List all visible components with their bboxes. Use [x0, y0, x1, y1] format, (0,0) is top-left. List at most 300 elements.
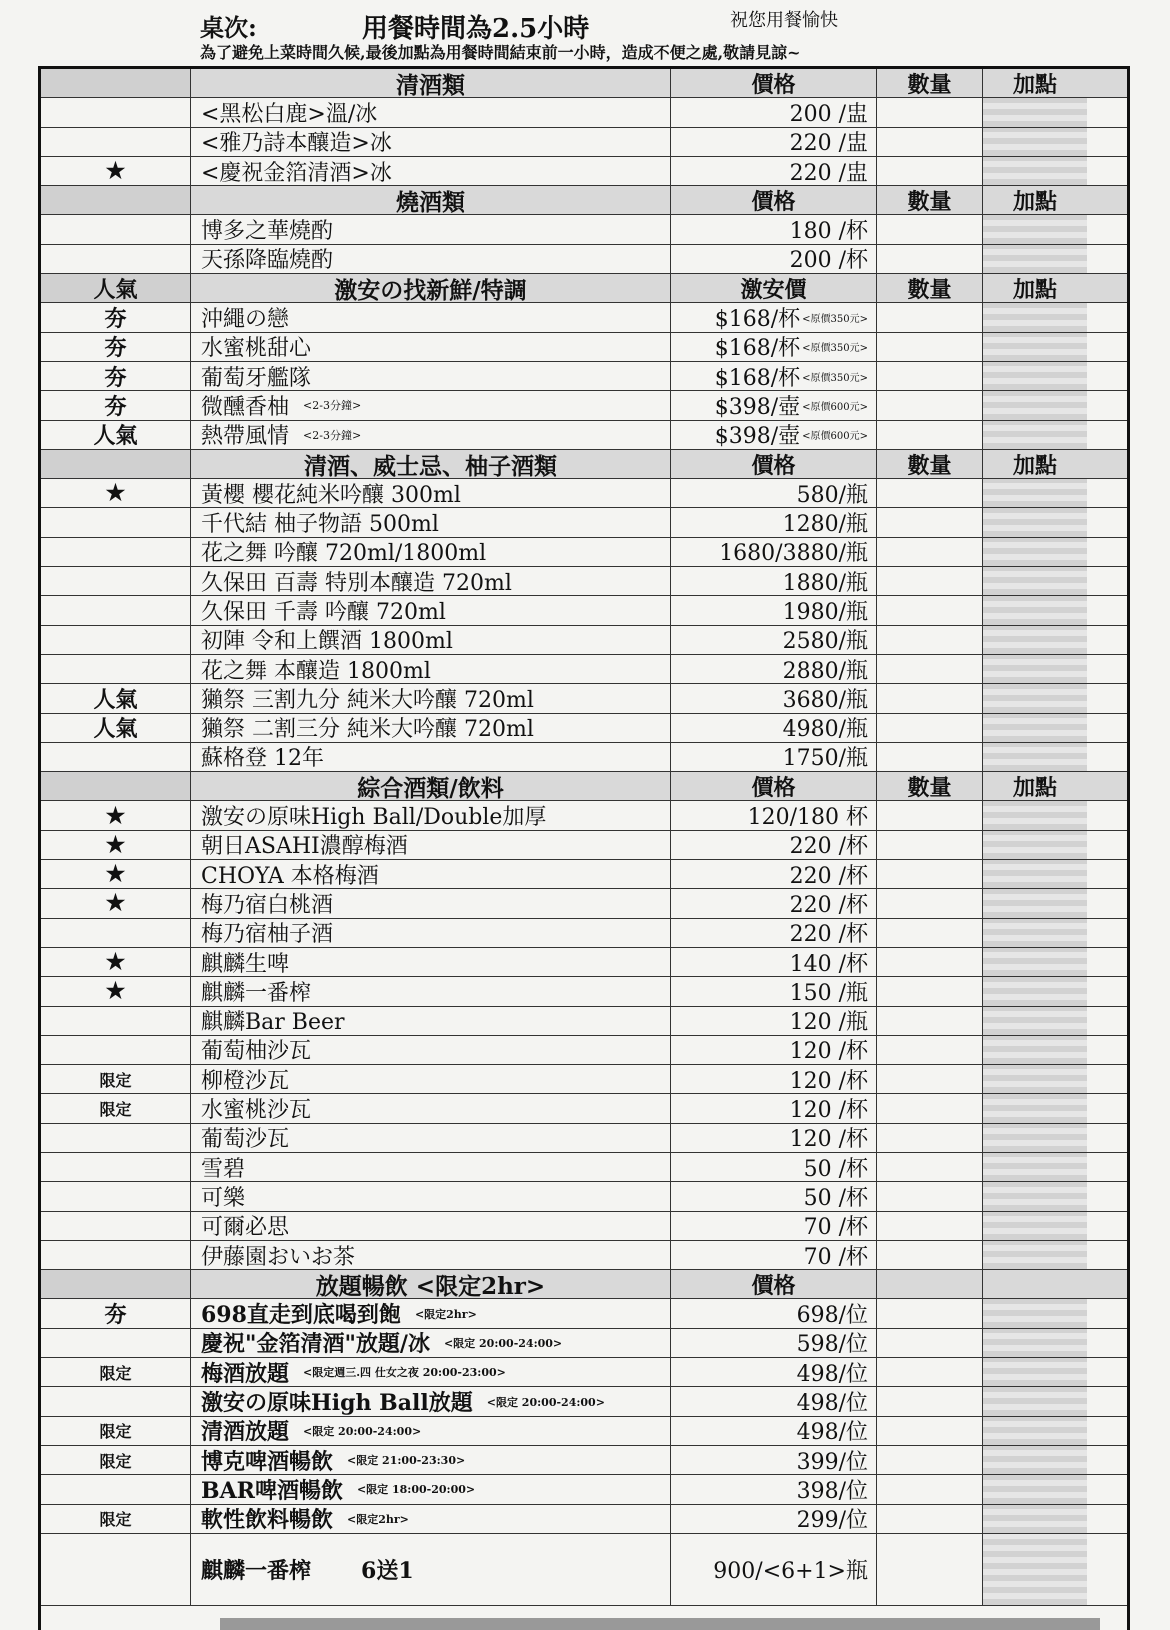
item-name	[191, 303, 671, 331]
quantity-cell[interactable]	[877, 362, 983, 390]
quantity-header: 數量	[877, 274, 983, 302]
add-order-cell[interactable]	[983, 1153, 1087, 1181]
quantity-cell[interactable]	[877, 1534, 983, 1605]
item-badge: 人氣	[41, 421, 191, 449]
menu-item-row	[41, 1241, 1127, 1270]
quantity-cell[interactable]	[877, 977, 983, 1005]
item-price-text: 120 /杯	[789, 1127, 868, 1152]
menu-item-row	[41, 860, 1127, 889]
section-header-row	[41, 69, 1127, 98]
item-name-text: 水蜜桃沙瓦	[201, 1098, 312, 1123]
item-price	[671, 479, 877, 507]
item-badge: 限定	[41, 1446, 191, 1474]
item-name-text: 激安の原味High Ball放題	[201, 1390, 473, 1416]
item-price	[671, 977, 877, 1005]
menu-item-row	[41, 479, 1127, 508]
item-price-text: 1680/3880/瓶	[719, 541, 868, 567]
quantity-cell[interactable]	[877, 1358, 983, 1386]
quantity-cell[interactable]	[877, 1475, 983, 1503]
item-price-text: $168/杯	[714, 365, 801, 391]
item-price-text: 1280/瓶	[782, 512, 868, 537]
item-badge	[41, 215, 191, 243]
item-badge	[41, 245, 191, 273]
add-order-cell[interactable]	[983, 919, 1087, 947]
add-order-cell[interactable]	[983, 860, 1087, 888]
add-order-cell[interactable]	[983, 479, 1087, 507]
quantity-cell[interactable]	[877, 245, 983, 273]
item-name	[191, 1124, 671, 1152]
item-name	[191, 714, 671, 742]
item-badge	[41, 1329, 191, 1357]
item-price-text: 498/位	[796, 1361, 868, 1387]
quantity-cell[interactable]	[877, 157, 983, 185]
add-order-cell[interactable]	[983, 98, 1087, 126]
item-name-text: 黃櫻 櫻花純米吟釀 300ml	[201, 482, 461, 508]
item-name-text: BAR啤酒暢飲	[201, 1477, 343, 1504]
item-name	[191, 1475, 671, 1503]
menu-item-row	[41, 919, 1127, 948]
quantity-cell[interactable]	[877, 1299, 983, 1327]
item-note: <2-3分鐘>	[303, 428, 362, 442]
quantity-cell[interactable]	[877, 1182, 983, 1210]
item-price	[671, 860, 877, 888]
menu-item-row	[41, 1212, 1127, 1241]
menu-item-row	[41, 421, 1127, 450]
quantity-cell[interactable]	[877, 1124, 983, 1152]
quantity-cell[interactable]	[877, 303, 983, 331]
add-order-cell[interactable]	[983, 684, 1087, 712]
item-name-text: 初陣 令和上饌酒 1800ml	[201, 629, 453, 654]
item-price	[671, 743, 877, 771]
menu-item-row	[41, 1387, 1127, 1416]
quantity-cell[interactable]	[877, 1417, 983, 1445]
item-price-text: 1980/瓶	[782, 600, 868, 625]
item-price-text: 50 /杯	[803, 1156, 868, 1182]
add-order-header: 加點	[1012, 452, 1057, 479]
menu-item-row	[41, 948, 1127, 977]
item-note: <限定 20:00-24:00>	[443, 1336, 563, 1350]
item-name	[191, 421, 671, 449]
item-badge	[41, 1475, 191, 1503]
quantity-cell[interactable]	[877, 948, 983, 976]
add-order-cell[interactable]	[983, 1475, 1087, 1503]
item-name	[191, 801, 671, 829]
item-name	[191, 1417, 671, 1445]
item-name-text: 梅乃宿白桃酒	[201, 892, 334, 918]
item-name-text: 葡萄牙艦隊	[201, 365, 312, 391]
item-price	[671, 1505, 877, 1533]
item-name-text: 柳橙沙瓦	[201, 1068, 290, 1094]
add-order-cell[interactable]	[983, 157, 1087, 185]
item-name-text: 軟性飲料暢飲	[201, 1507, 334, 1533]
item-price-text: 1880/瓶	[782, 570, 868, 596]
item-price	[671, 1036, 877, 1064]
item-name-text: 天孫降臨燒酌	[201, 248, 334, 274]
item-price-text: 498/位	[796, 1420, 868, 1445]
item-name-text: 獺祭 三割九分 純米大吟釀 720ml	[201, 687, 534, 713]
item-price	[671, 303, 877, 331]
menu-item-row	[41, 1182, 1127, 1211]
item-badge: 夯	[41, 391, 191, 419]
item-name	[191, 508, 671, 536]
add-order-cell[interactable]	[983, 626, 1087, 654]
item-price	[671, 1358, 877, 1386]
add-order-cell[interactable]	[983, 655, 1087, 683]
item-name-text: 熱帶風情	[201, 424, 290, 449]
item-name	[191, 538, 671, 566]
item-price	[671, 567, 877, 595]
item-price	[671, 391, 877, 419]
item-note: <限定2hr>	[414, 1307, 477, 1321]
add-order-cell[interactable]	[983, 1417, 1087, 1445]
item-price-text: 4980/瓶	[782, 717, 868, 742]
footer-band	[220, 1618, 1100, 1630]
add-order-cell[interactable]	[983, 1505, 1087, 1533]
item-name	[191, 1036, 671, 1064]
item-price	[671, 1065, 877, 1093]
add-order-cell[interactable]	[983, 1094, 1087, 1122]
price-header: 價格	[671, 186, 877, 214]
item-price	[671, 919, 877, 947]
item-price-text: 299/位	[796, 1508, 868, 1533]
quantity-cell[interactable]	[877, 128, 983, 156]
item-price-text: $168/杯	[714, 307, 801, 332]
price-header: 價格	[671, 450, 877, 478]
item-price-text: 200 /杯	[789, 248, 868, 274]
add-order-cell[interactable]	[983, 1065, 1087, 1093]
section-header-row	[41, 274, 1127, 303]
add-order-cell[interactable]	[983, 1241, 1087, 1269]
item-price	[671, 831, 877, 859]
item-note: <限定2hr>	[347, 1512, 409, 1526]
quantity-cell[interactable]	[877, 684, 983, 712]
quantity-cell[interactable]	[877, 596, 983, 624]
item-price-text: 580/瓶	[796, 482, 868, 508]
quantity-cell[interactable]	[877, 1446, 983, 1474]
item-name	[191, 1446, 671, 1474]
section-title: 綜合酒類/飲料	[191, 772, 671, 800]
section-title: 放題暢飲 <限定2hr>	[191, 1270, 671, 1298]
item-price	[671, 596, 877, 624]
add-order-header: 加點	[1012, 774, 1057, 801]
item-badge	[41, 508, 191, 536]
quantity-cell[interactable]	[877, 391, 983, 419]
quantity-cell[interactable]	[877, 1153, 983, 1181]
menu-item-row	[41, 831, 1127, 860]
add-order-cell[interactable]	[983, 1124, 1087, 1152]
menu-item-row	[41, 684, 1127, 713]
item-badge	[41, 1212, 191, 1240]
add-order-cell[interactable]	[983, 333, 1087, 361]
item-badge	[41, 128, 191, 156]
menu-item-row	[41, 1358, 1127, 1387]
time-limit-title: 用餐時間為2.5小時	[362, 14, 590, 44]
item-badge: ★	[41, 801, 191, 829]
item-name-text: 梅酒放題	[201, 1360, 290, 1387]
quantity-cell[interactable]	[877, 538, 983, 566]
item-badge: 限定	[41, 1094, 191, 1122]
item-price	[671, 1182, 877, 1210]
item-name-text: 博多之華燒酌	[201, 219, 334, 244]
item-badge	[41, 567, 191, 595]
quantity-cell[interactable]	[877, 714, 983, 742]
item-name-text: 可爾必思	[201, 1215, 290, 1240]
item-price-text: 698/位	[796, 1303, 868, 1328]
add-order-cell[interactable]	[983, 977, 1087, 1005]
item-name	[191, 948, 671, 976]
item-name	[191, 157, 671, 185]
add-order-cell[interactable]	[983, 567, 1087, 595]
quantity-cell[interactable]	[877, 421, 983, 449]
section-mark-header	[41, 772, 191, 800]
item-price-text: 220 /盅	[789, 160, 868, 186]
add-order-cell[interactable]	[983, 538, 1087, 566]
add-order-cell[interactable]	[983, 1299, 1087, 1327]
quantity-cell[interactable]	[877, 333, 983, 361]
item-badge: ★	[41, 157, 191, 185]
menu-item-row	[41, 1299, 1127, 1328]
item-name	[191, 1153, 671, 1181]
item-badge	[41, 626, 191, 654]
item-name	[191, 655, 671, 683]
menu-item-row	[41, 303, 1127, 332]
quantity-cell[interactable]	[877, 1241, 983, 1269]
quantity-header	[877, 1270, 983, 1298]
add-order-cell[interactable]	[983, 508, 1087, 536]
item-name-text: 花之舞 吟釀 720ml/1800ml	[201, 541, 487, 567]
add-order-cell[interactable]	[983, 1534, 1087, 1605]
add-order-cell[interactable]	[983, 128, 1087, 156]
item-name-text: 雪碧	[201, 1156, 246, 1182]
item-name-text: 葡萄沙瓦	[201, 1127, 290, 1152]
item-price-text: 50 /杯	[803, 1185, 868, 1211]
item-price	[671, 215, 877, 243]
promo-item-name: 麒麟一番榨	[201, 1557, 312, 1584]
quantity-cell[interactable]	[877, 743, 983, 771]
add-order-cell[interactable]	[983, 362, 1087, 390]
item-name-text: 千代結 柚子物語 500ml	[201, 512, 439, 537]
item-price	[671, 333, 877, 361]
item-badge	[41, 1124, 191, 1152]
original-price: <原價600元>	[802, 401, 868, 413]
price-header: 激安價	[671, 274, 877, 302]
quantity-cell[interactable]	[877, 626, 983, 654]
quantity-cell[interactable]	[877, 479, 983, 507]
item-price-text: 220 /盅	[789, 131, 868, 156]
price-header: 價格	[671, 1270, 877, 1298]
menu-item-row	[41, 714, 1127, 743]
add-order-cell[interactable]	[983, 596, 1087, 624]
item-badge: ★	[41, 889, 191, 917]
section-mark-header	[41, 1270, 191, 1298]
item-name-text: 激安の原味High Ball/Double加厚	[201, 805, 547, 830]
item-name	[191, 1358, 671, 1386]
item-name	[191, 1241, 671, 1269]
item-name-text: 麒麟生啤	[201, 951, 290, 977]
item-name	[191, 215, 671, 243]
menu-item-row	[41, 1153, 1127, 1182]
menu-item-row	[41, 1446, 1127, 1475]
quantity-cell[interactable]	[877, 1505, 983, 1533]
quantity-cell[interactable]	[877, 567, 983, 595]
item-badge: 夯	[41, 362, 191, 390]
add-order-cell[interactable]	[983, 948, 1087, 976]
quantity-cell[interactable]	[877, 801, 983, 829]
add-order-cell[interactable]	[983, 215, 1087, 243]
quantity-cell[interactable]	[877, 1007, 983, 1035]
item-name	[191, 919, 671, 947]
item-name-text: <雅乃詩本釀造>冰	[201, 131, 392, 156]
item-price	[671, 157, 877, 185]
menu-item-row	[41, 743, 1127, 772]
item-badge	[41, 1036, 191, 1064]
item-name-text: CHOYA 本格梅酒	[201, 863, 379, 889]
quantity-cell[interactable]	[877, 508, 983, 536]
quantity-cell[interactable]	[877, 655, 983, 683]
item-price-text: 220 /杯	[789, 892, 868, 918]
add-order-cell[interactable]	[983, 889, 1087, 917]
item-badge	[41, 655, 191, 683]
item-name	[191, 1007, 671, 1035]
quantity-cell[interactable]	[877, 1387, 983, 1415]
quantity-cell[interactable]	[877, 1212, 983, 1240]
quantity-cell[interactable]	[877, 1036, 983, 1064]
quantity-cell[interactable]	[877, 860, 983, 888]
add-order-cell[interactable]	[983, 1036, 1087, 1064]
add-order-cell[interactable]	[983, 391, 1087, 419]
menu-item-row	[41, 655, 1127, 684]
item-price	[671, 1387, 877, 1415]
add-order-cell[interactable]	[983, 1329, 1087, 1357]
item-name-text: 蘇格登 12年	[201, 746, 324, 772]
item-badge: ★	[41, 977, 191, 1005]
menu-item-row	[41, 1007, 1127, 1036]
promo-row	[41, 1534, 1127, 1606]
price-header: 價格	[671, 69, 877, 97]
item-price	[671, 508, 877, 536]
item-name-text: 梅乃宿柚子酒	[201, 922, 334, 947]
item-price	[671, 948, 877, 976]
item-badge: 限定	[41, 1358, 191, 1386]
item-price-text: 140 /杯	[789, 951, 868, 977]
original-price: <原價350元>	[802, 372, 868, 384]
add-order-cell[interactable]	[983, 1212, 1087, 1240]
item-price-text: 120 /杯	[789, 1039, 868, 1065]
item-name	[191, 362, 671, 390]
item-name-text: 久保田 千壽 吟釀 720ml	[201, 600, 446, 625]
item-badge	[41, 1182, 191, 1210]
item-name-text: 獺祭 二割三分 純米大吟釀 720ml	[201, 717, 534, 742]
quantity-cell[interactable]	[877, 889, 983, 917]
add-order-header: 加點	[1012, 71, 1057, 98]
quantity-cell[interactable]	[877, 1329, 983, 1357]
item-price-text: 180 /杯	[789, 219, 868, 244]
item-price-text: 120 /杯	[789, 1068, 868, 1094]
promo-deal: 6送1	[361, 1557, 414, 1584]
item-price-text: 150 /瓶	[789, 980, 868, 1006]
add-order-cell[interactable]	[983, 801, 1087, 829]
item-price	[671, 1007, 877, 1035]
item-price-text: 498/位	[796, 1391, 868, 1416]
quantity-cell[interactable]	[877, 1065, 983, 1093]
item-price	[671, 1329, 877, 1357]
add-order-cell[interactable]	[983, 1387, 1087, 1415]
item-name	[191, 1329, 671, 1357]
add-order-cell[interactable]	[983, 1446, 1087, 1474]
item-price	[671, 1094, 877, 1122]
item-name	[191, 1212, 671, 1240]
item-badge: ★	[41, 860, 191, 888]
quantity-cell[interactable]	[877, 1094, 983, 1122]
item-badge: ★	[41, 948, 191, 976]
item-price	[671, 1475, 877, 1503]
section-mark-header	[41, 450, 191, 478]
item-price	[671, 655, 877, 683]
item-note: <限定 20:00-24:00>	[486, 1395, 605, 1409]
quantity-cell[interactable]	[877, 98, 983, 126]
menu-item-row	[41, 98, 1127, 127]
table-number-label: 桌次:	[200, 13, 257, 42]
item-price-text: 220 /杯	[789, 922, 868, 947]
quantity-cell[interactable]	[877, 831, 983, 859]
item-price-text: 120 /瓶	[789, 1010, 868, 1035]
item-name	[191, 1094, 671, 1122]
menu-item-row	[41, 215, 1127, 244]
section-title: 激安の找新鮮/特調	[191, 274, 671, 302]
menu-item-row	[41, 157, 1127, 186]
add-order-cell[interactable]	[983, 245, 1087, 273]
item-badge	[41, 1153, 191, 1181]
add-order-cell[interactable]	[983, 1007, 1087, 1035]
item-price	[671, 98, 877, 126]
add-order-cell[interactable]	[983, 831, 1087, 859]
item-note: <限定 18:00-20:00>	[356, 1483, 476, 1497]
item-name	[191, 743, 671, 771]
item-name	[191, 1065, 671, 1093]
item-note: <限定 20:00-24:00>	[303, 1424, 422, 1438]
section-title: 燒酒類	[191, 186, 671, 214]
add-order-cell[interactable]	[983, 1182, 1087, 1210]
add-order-cell[interactable]	[983, 1358, 1087, 1386]
item-name	[191, 333, 671, 361]
item-badge: ★	[41, 831, 191, 859]
add-order-header	[983, 1270, 1087, 1298]
quantity-cell[interactable]	[877, 919, 983, 947]
item-price-text: 70 /杯	[803, 1244, 868, 1270]
section-header-row	[41, 772, 1127, 801]
item-badge	[41, 1387, 191, 1415]
add-order-cell[interactable]	[983, 421, 1087, 449]
add-order-cell[interactable]	[983, 714, 1087, 742]
add-order-cell[interactable]	[983, 743, 1087, 771]
item-price-text: 120 /杯	[789, 1098, 868, 1123]
promo-badge	[41, 1534, 191, 1605]
item-price	[671, 362, 877, 390]
menu-item-row	[41, 1065, 1127, 1094]
menu-item-row	[41, 391, 1127, 420]
add-order-cell[interactable]	[983, 303, 1087, 331]
quantity-cell[interactable]	[877, 215, 983, 243]
item-price-text: 398/位	[796, 1478, 868, 1504]
quantity-header: 數量	[877, 772, 983, 800]
menu-item-row	[41, 508, 1127, 537]
item-price	[671, 714, 877, 742]
item-name-text: 朝日ASAHI濃醇梅酒	[201, 834, 408, 860]
section-mark-header	[41, 69, 191, 97]
item-price	[671, 538, 877, 566]
greeting-text: 祝您用餐愉快	[730, 10, 838, 31]
section-title: 清酒類	[191, 69, 671, 97]
